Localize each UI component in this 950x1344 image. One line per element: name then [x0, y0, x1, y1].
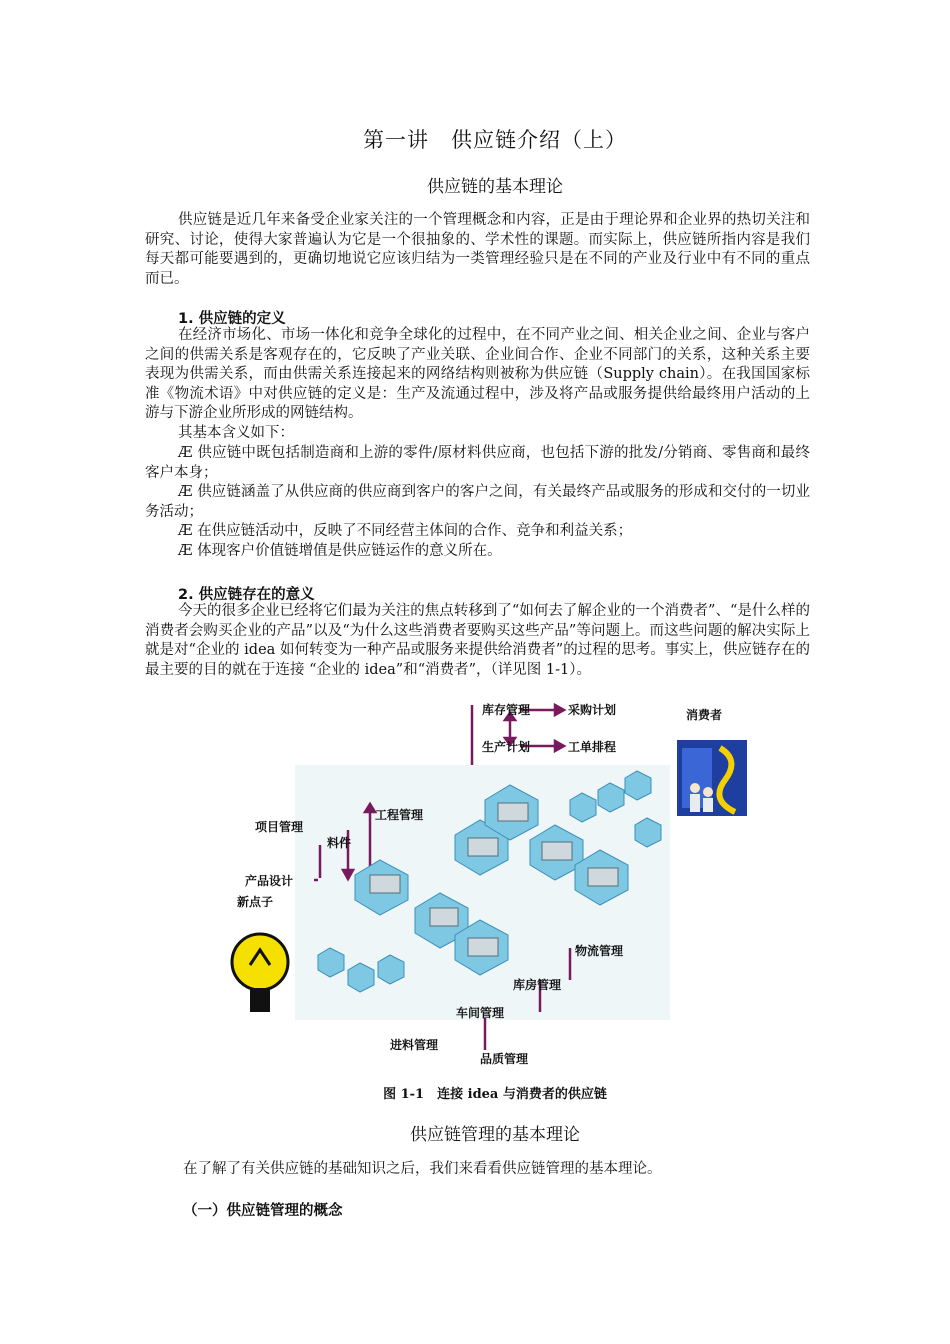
label-material: 料件: [327, 836, 352, 850]
label-design: 产品设计: [245, 874, 294, 888]
intro-paragraph: 供应链是近几年来备受企业家关注的一个管理概念和内容，正是由于理论界和企业界的热切关注和研究、讨论，使得大家普遍认为它是一个很抽象的、学术性的课题。而实际上，供应链所指内容是我们每天都可能要遇到的，更确切地说它应该归结为一类管理经验只是在不同的产业及行业中有不同的重点而已。: [145, 212, 810, 287]
section-title: 供应链管理的基本理论: [410, 1125, 580, 1145]
figure-caption: 图 1-1 连接 idea 与消费者的供应链: [383, 1087, 607, 1102]
heading-management-concept: （一）供应链管理的概念: [183, 1203, 343, 1219]
label-consumer: 消费者: [686, 708, 723, 722]
management-intro: 在了解了有关供应链的基础知识之后，我们来看看供应链管理的基本理论。: [183, 1161, 662, 1177]
bullet-item: Æ 供应链中既包括制造商和上游的零件/原材料供应商，也包括下游的批发/分销商、零售商和最终客户本身；: [145, 445, 810, 481]
label-purchase: 采购计划: [568, 703, 617, 717]
label-production: 生产计划: [482, 740, 531, 754]
consumer-picture: [677, 740, 747, 816]
page-title: 第一讲 供应链介绍（上）: [363, 128, 627, 152]
bullet-item: Æ 体现客户价值链增值是供应链运作的意义所在。: [178, 543, 502, 559]
lightbulb-icon: [232, 934, 288, 1012]
significance-paragraph: 今天的很多企业已经将它们最为关注的焦点转移到了“如何去了解企业的一个消费者”、“是什么样的消费者会购买企业的产品”以及“为什么这些消费者要购买这些产品”等问题上。而这些问题的解决实际上就是对“企业的 idea 如何转变为一种产品或服务来提供给消费者”的过程的思考。事实上，供应链存在的最主要的目的就在于连接 “企业的 idea”和“消费者”，（详见图 1-1）。: [145, 603, 810, 678]
label-inventory: 库存管理: [482, 703, 531, 717]
heading-definition: 1. 供应链的定义: [178, 311, 286, 327]
label-project: 项目管理: [255, 820, 304, 834]
label-logistics: 物流管理: [575, 944, 624, 958]
label-workorder: 工单排程: [568, 740, 617, 754]
label-workshop: 车间管理: [456, 1006, 505, 1020]
supply-chain-figure: [230, 700, 760, 1070]
label-newidea: 新点子: [237, 895, 274, 909]
label-warehouse: 库房管理: [513, 978, 562, 992]
label-engineering: 工程管理: [375, 808, 424, 822]
bullet-item: Æ 供应链涵盖了从供应商的供应商到客户的客户之间，有关最终产品或服务的形成和交付的一切业务活动；: [145, 484, 810, 520]
definition-paragraph: 在经济市场化、市场一体化和竞争全球化的过程中，在不同产业之间、相关企业之间、企业与客户之间的供需关系是客观存在的，它反映了产业关联、企业间合作、企业不同部门的关系，这种关系主要表现为供需关系，而由供需关系连接起来的网络结构则被称为供应链（Supply chain）。在我国国家标准《物流术语》中对供应链的定义是：生产及流通过程中，涉及将产品或服务提供给最终用户活动的上游与下游企业所形成的网链结构。: [145, 327, 810, 422]
section-title: 供应链的基本理论: [427, 177, 563, 197]
meaning-intro: 其基本含义如下：: [178, 425, 294, 441]
bullet-item: Æ 在供应链活动中，反映了不同经营主体间的合作、竞争和利益关系；: [178, 523, 633, 539]
heading-significance: 2. 供应链存在的意义: [178, 587, 315, 603]
label-incoming: 进料管理: [390, 1038, 439, 1052]
label-quality: 品质管理: [480, 1052, 529, 1066]
